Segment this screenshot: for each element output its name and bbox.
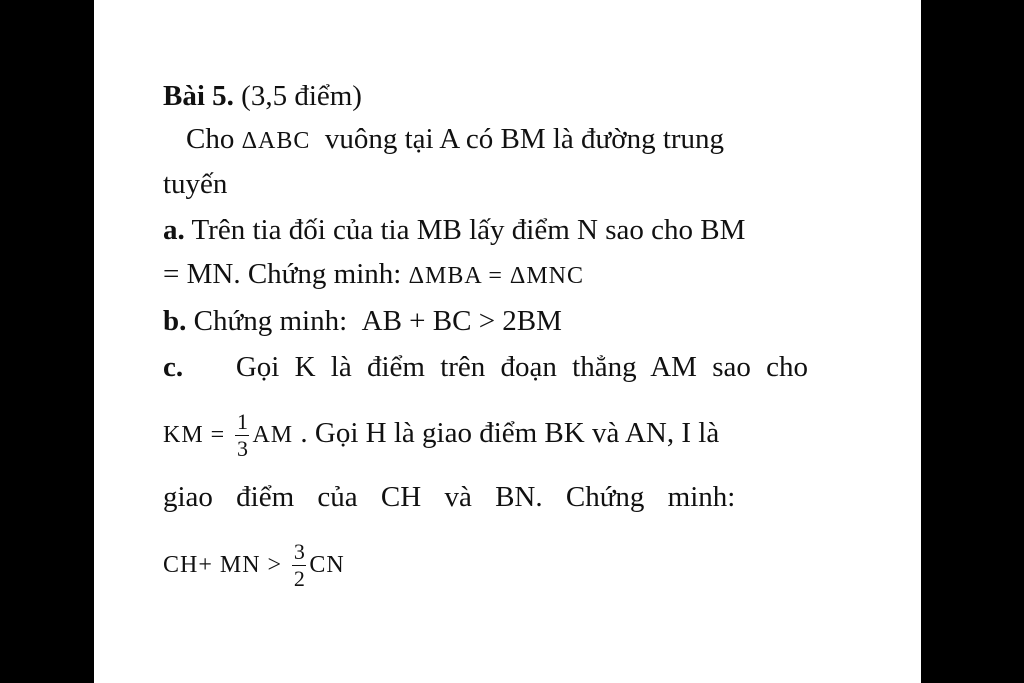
part-a-text-2: = MN. Chứng minh:	[163, 258, 402, 290]
part-c-line-1	[163, 349, 808, 385]
part-a-equation: ΔMBA = ΔMNC	[408, 263, 585, 289]
part-b-inequality: AB + BC > 2BM	[361, 305, 562, 337]
intro-text-2: vuông tại A có BM là đường trung	[324, 123, 725, 155]
exercise-title: Bài 5.	[163, 80, 234, 112]
part-c-label: c.	[163, 351, 184, 383]
part-c-text-1: Gọi K là điểm trên đoạn thẳng AM sao cho	[235, 351, 808, 383]
fraction-three-halves-denominator: 2	[293, 565, 305, 591]
part-a-line-2	[163, 256, 808, 294]
fraction-three-halves-numerator: 3	[293, 538, 305, 564]
intro-line-2	[163, 166, 808, 202]
km-expression: KM =	[163, 422, 226, 448]
triangle-abc: ΔABC	[241, 128, 311, 154]
fraction-one-third-denominator: 3	[236, 435, 248, 461]
document-page	[94, 0, 921, 683]
part-c-text-3: giao điểm của CH và BN. Chứng minh:	[163, 481, 736, 513]
exercise-heading	[163, 78, 808, 114]
intro-line-1	[186, 121, 808, 159]
part-c-line-3	[163, 479, 808, 515]
fraction-three-halves	[292, 539, 306, 592]
cn-segment: CN	[309, 552, 345, 578]
fraction-one-third-numerator: 1	[236, 408, 248, 434]
part-c-text-2: . Gọi H là giao điểm BK và AN, I là	[300, 417, 720, 449]
part-b-label: b.	[163, 305, 187, 337]
part-b-text: Chứng minh:	[193, 305, 348, 337]
fraction-one-third	[235, 409, 249, 462]
part-a-text-1: Trên tia đối của tia MB lấy điểm N sao cho BM	[191, 214, 746, 246]
part-a-label: a.	[163, 214, 185, 246]
part-c-line-2	[163, 398, 808, 468]
part-c-line-4	[163, 528, 808, 598]
part-b-line	[163, 303, 808, 339]
part-a-line-1	[163, 212, 808, 248]
exercise-points: (3,5 điểm)	[241, 80, 362, 112]
ch-mn-expression: CH+ MN >	[163, 552, 283, 578]
intro-text-3: tuyến	[163, 168, 228, 200]
intro-text-1: Cho	[186, 123, 235, 155]
am-segment: AM	[252, 422, 294, 448]
